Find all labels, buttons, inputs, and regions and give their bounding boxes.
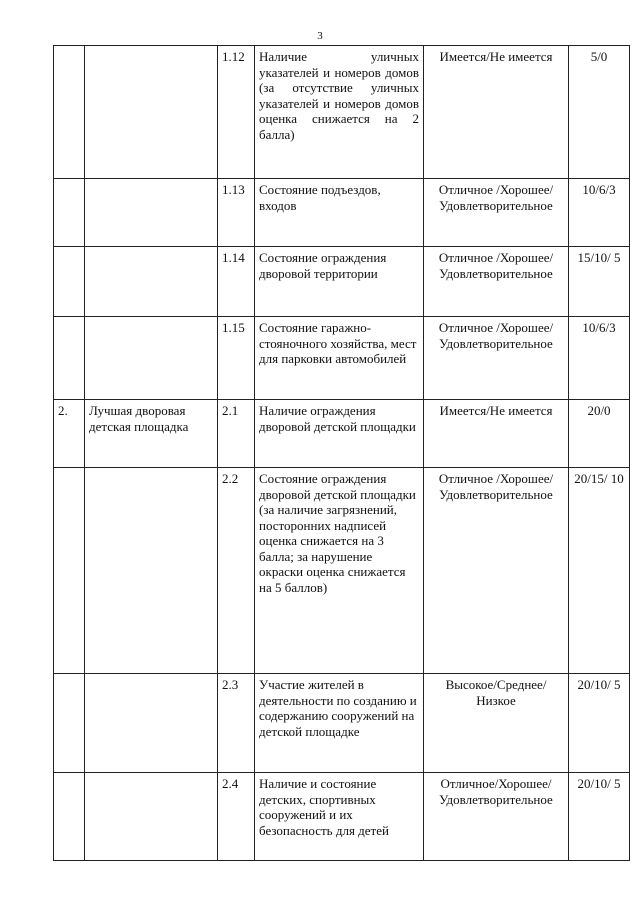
nomination-name	[85, 46, 218, 179]
rating-scale: Имеется/Не имеется	[424, 46, 569, 179]
indicator-description: Состояние подъездов, входов	[255, 179, 424, 247]
table-row	[54, 46, 630, 179]
nomination-name	[85, 674, 218, 773]
indicator-description: Участие жителей в деятельности по созданию и содержанию сооружений на детской площадке	[255, 674, 424, 773]
indicator-description: Наличие уличных указателей и номеров домов (за отсутствие уличных указателей и номеров домов оценка снижается на 2 балла)	[255, 46, 424, 179]
nomination-name: Лучшая дворовая детская площадка	[85, 400, 218, 468]
indicator-code: 1.15	[218, 317, 255, 400]
nomination-name	[85, 773, 218, 861]
rating-scale: Отличное/Хорошее/ Удовлетворительное	[424, 773, 569, 861]
indicator-description: Состояние гаражно-стояночного хозяйства, мест для парковки автомобилей	[255, 317, 424, 400]
indicator-description: Состояние ограждения дворовой детской площадки (за наличие загрязнений, посторонних надписей оценка снижается на 3 балла; за нарушение окраски оценка снижается на 5 баллов)	[255, 468, 424, 674]
indicator-code: 1.12	[218, 46, 255, 179]
indicator-code: 2.2	[218, 468, 255, 674]
criterion-number	[54, 46, 85, 179]
rating-scale: Отличное /Хорошее/ Удовлетворительное	[424, 317, 569, 400]
indicator-description: Наличие и состояние детских, спортивных сооружений и их безопасность для детей	[255, 773, 424, 861]
indicator-code: 2.4	[218, 773, 255, 861]
criterion-number: 2.	[54, 400, 85, 468]
criterion-number	[54, 179, 85, 247]
table-row	[54, 773, 630, 861]
table-row	[54, 247, 630, 317]
criteria-table	[53, 45, 630, 861]
score-values: 15/10/ 5	[569, 247, 630, 317]
table-row	[54, 468, 630, 674]
rating-scale: Отличное /Хорошее/ Удовлетворительное	[424, 468, 569, 674]
criterion-number	[54, 247, 85, 317]
page-number: 3	[317, 30, 323, 42]
table-row	[54, 400, 630, 468]
score-values: 20/15/ 10	[569, 468, 630, 674]
score-values: 20/10/ 5	[569, 674, 630, 773]
table-row	[54, 179, 630, 247]
score-values: 20/10/ 5	[569, 773, 630, 861]
table-row	[54, 317, 630, 400]
criterion-number	[54, 773, 85, 861]
rating-scale: Отличное /Хорошее/ Удовлетворительное	[424, 247, 569, 317]
score-values: 5/0	[569, 46, 630, 179]
table-row	[54, 674, 630, 773]
indicator-code: 2.3	[218, 674, 255, 773]
criterion-number	[54, 674, 85, 773]
rating-scale: Имеется/Не имеется	[424, 400, 569, 468]
indicator-description: Наличие ограждения дворовой детской площадки	[255, 400, 424, 468]
criterion-number	[54, 468, 85, 674]
score-values: 10/6/3	[569, 179, 630, 247]
criterion-number	[54, 317, 85, 400]
rating-scale: Высокое/Среднее/ Низкое	[424, 674, 569, 773]
nomination-name	[85, 247, 218, 317]
score-values: 10/6/3	[569, 317, 630, 400]
nomination-name	[85, 468, 218, 674]
indicator-description: Состояние ограждения дворовой территории	[255, 247, 424, 317]
nomination-name	[85, 179, 218, 247]
score-values: 20/0	[569, 400, 630, 468]
indicator-code: 2.1	[218, 400, 255, 468]
indicator-code: 1.13	[218, 179, 255, 247]
rating-scale: Отличное /Хорошее/ Удовлетворительное	[424, 179, 569, 247]
nomination-name	[85, 317, 218, 400]
indicator-code: 1.14	[218, 247, 255, 317]
